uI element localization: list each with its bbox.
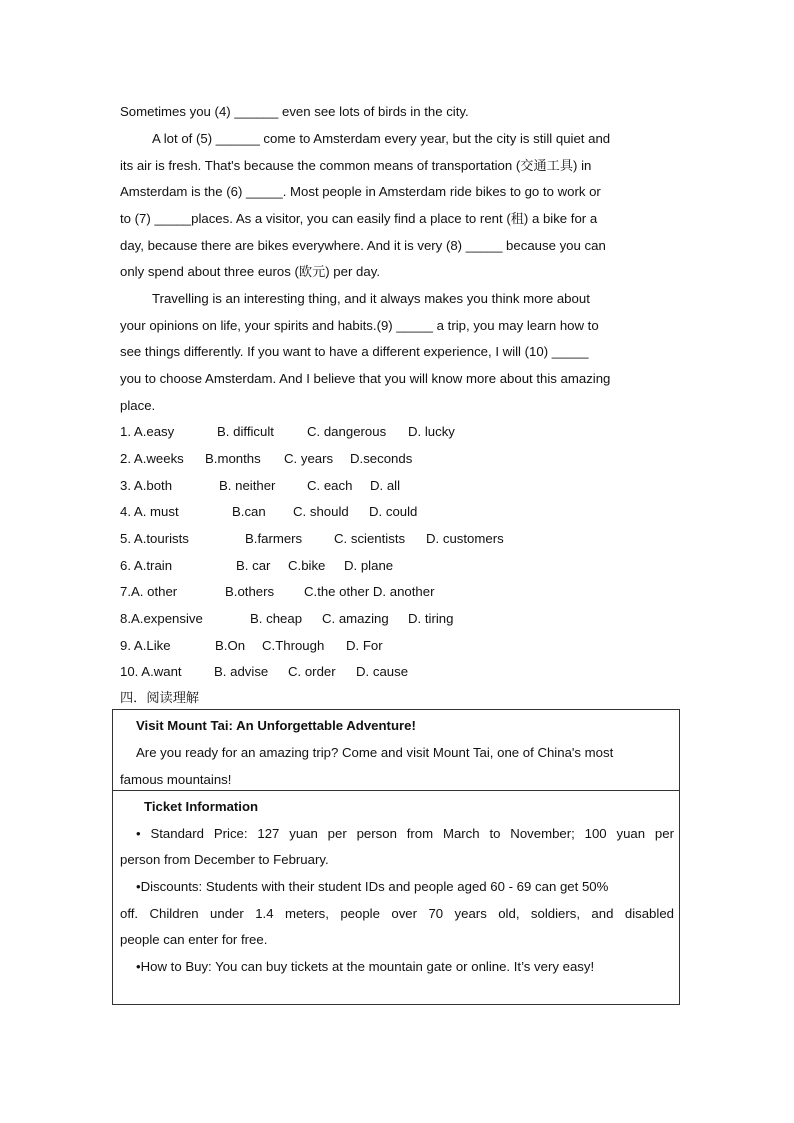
passage-line-1: Sometimes you (4) ______ even see lots of birds in the city. bbox=[120, 104, 469, 119]
passage-line-11: you to choose Amsterdam. And I believe that you will know more about this amazing bbox=[120, 371, 611, 386]
ticket-heading: Ticket Information bbox=[144, 799, 259, 814]
price-line-1: • Standard Price: 127 yuan per person from March to November; 100 yuan per bbox=[136, 826, 674, 841]
question-3-b: B. neither bbox=[219, 478, 276, 493]
discount-line-3: people can enter for free. bbox=[120, 932, 268, 947]
question-2-d: D.seconds bbox=[350, 451, 413, 466]
question-1-d: D. lucky bbox=[408, 424, 455, 439]
discount-line-2: off. Children under 1.4 meters, people over 70 years old, soldiers, and disabled bbox=[120, 906, 674, 921]
question-10-d: D. cause bbox=[356, 664, 409, 679]
question-1-b: B. difficult bbox=[217, 424, 274, 439]
question-1-c: C. dangerous bbox=[307, 424, 387, 439]
passage-line-6: day, because there are bikes everywhere. And it is very (8) _____ because you can bbox=[120, 238, 606, 253]
passage-line-4: Amsterdam is the (6) _____. Most people in Amsterdam ride bikes to go to work or bbox=[120, 184, 601, 199]
question-9-b: B.On bbox=[215, 638, 246, 653]
question-4-d: D. could bbox=[369, 504, 418, 519]
question-4-a: 4. A. must bbox=[120, 504, 179, 519]
passage-line-7: only spend about three euros (欧元) per day. bbox=[120, 264, 380, 279]
price-line-2: person from December to February. bbox=[120, 852, 329, 867]
question-6-c: C.bike bbox=[288, 558, 326, 573]
question-6-d: D. plane bbox=[344, 558, 394, 573]
question-9-d: D. For bbox=[346, 638, 383, 653]
question-2-c: C. years bbox=[284, 451, 334, 466]
question-3-c: C. each bbox=[307, 478, 353, 493]
question-4-b: B.can bbox=[232, 504, 266, 519]
question-8-a: 8.A.expensive bbox=[120, 611, 203, 626]
question-5-b: B.farmers bbox=[245, 531, 303, 546]
buy-line: •How to Buy: You can buy tickets at the mountain gate or online. It’s very easy! bbox=[136, 959, 595, 974]
question-6-b: B. car bbox=[236, 558, 271, 573]
question-10-c: C. order bbox=[288, 664, 336, 679]
notice-title: Visit Mount Tai: An Unforgettable Adventure! bbox=[136, 718, 416, 733]
passage-line-8: Travelling is an interesting thing, and it always makes you think more about bbox=[152, 291, 590, 306]
passage-line-12: place. bbox=[120, 398, 156, 413]
passage-line-2: A lot of (5) ______ come to Amsterdam every year, but the city is still quiet and bbox=[152, 131, 611, 146]
passage-line-9: your opinions on life, your spirits and habits.(9) _____ a trip, you may learn how to bbox=[120, 318, 599, 333]
notice-intro-line-2: famous mountains! bbox=[120, 772, 232, 787]
question-4-c: C. should bbox=[293, 504, 349, 519]
question-9-a: 9. A.Like bbox=[120, 638, 171, 653]
question-7-b: B.others bbox=[225, 584, 275, 599]
question-3-d: D. all bbox=[370, 478, 401, 493]
question-10-a: 10. A.want bbox=[120, 664, 182, 679]
question-10-b: B. advise bbox=[214, 664, 269, 679]
question-5-d: D. customers bbox=[426, 531, 504, 546]
question-5-a: 5. A.tourists bbox=[120, 531, 189, 546]
question-1-a: 1. A.easy bbox=[120, 424, 175, 439]
question-2-b: B.months bbox=[205, 451, 261, 466]
section-heading: 四．阅读理解 bbox=[120, 690, 200, 705]
question-7-c: C.the other D. another bbox=[304, 584, 435, 599]
question-8-d: D. tiring bbox=[408, 611, 454, 626]
question-9-c: C.Through bbox=[262, 638, 325, 653]
question-8-c: C. amazing bbox=[322, 611, 389, 626]
question-6-a: 6. A.train bbox=[120, 558, 173, 573]
question-2-a: 2. A.weeks bbox=[120, 451, 184, 466]
question-5-c: C. scientists bbox=[334, 531, 406, 546]
passage-line-5: to (7) _____places. As a visitor, you can easily find a place to rent (租) a bike for a bbox=[120, 211, 598, 226]
question-3-a: 3. A.both bbox=[120, 478, 173, 493]
notice-intro-line-1: Are you ready for an amazing trip? Come and visit Mount Tai, one of China's most bbox=[136, 745, 614, 760]
discount-line-1: •Discounts: Students with their student IDs and people aged 60 - 69 can get 50% bbox=[136, 879, 609, 894]
question-8-b: B. cheap bbox=[250, 611, 303, 626]
question-7-a: 7.A. other bbox=[120, 584, 178, 599]
passage-line-3: its air is fresh. That's because the common means of transportation (交通工具) in bbox=[120, 158, 592, 173]
passage-line-10: see things differently. If you want to have a different experience, I will (10) _____ bbox=[120, 344, 589, 359]
